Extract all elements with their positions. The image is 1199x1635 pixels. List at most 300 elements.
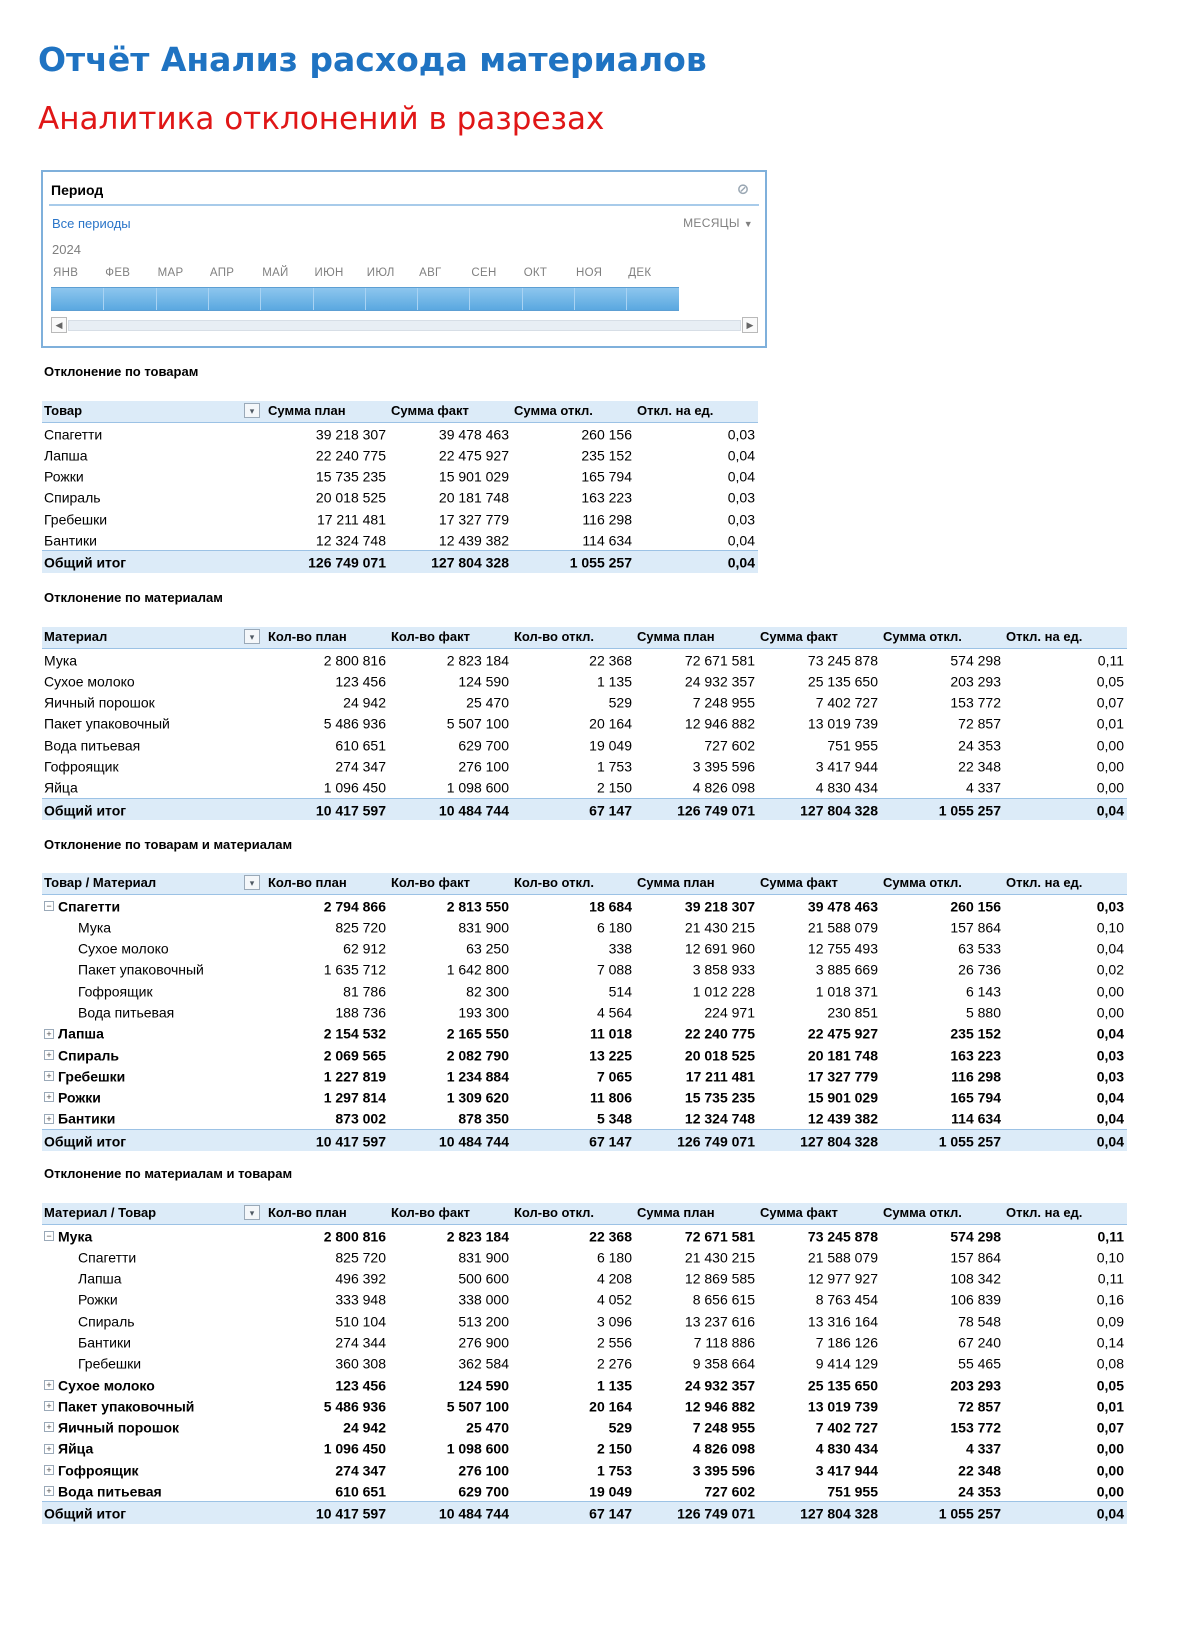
column-header [635,1203,758,1224]
header-row [42,627,1127,648]
cell-value: 362 584 [458,1355,509,1372]
value-cell [635,1022,758,1043]
row-label-cell [42,1267,266,1288]
value-cell [635,1352,758,1373]
cell-value: 1 098 600 [446,779,509,796]
column-header-label: Кол-во план [268,875,347,891]
value-cell [512,444,635,465]
column-header [881,1203,1004,1224]
value-cell [389,1246,512,1267]
expand-icon[interactable]: + [44,1380,54,1390]
value-cell [881,1352,1004,1373]
month-label[interactable]: ИЮН [314,267,344,279]
column-header [389,873,512,894]
table-row [42,1288,1127,1309]
cell-value: 0,07 [1096,694,1124,711]
value-cell [635,465,758,486]
value-cell [1004,1288,1127,1309]
row-filter-icon[interactable]: ▾ [244,875,260,890]
cell-value: 157 864 [950,919,1001,936]
cell-value: 39 218 307 [315,425,386,442]
timeline-tick [260,288,261,310]
row-filter-icon[interactable]: ▾ [244,1205,260,1220]
column-header-label: Кол-во откл. [514,875,595,891]
row-label: Лапша [44,447,88,464]
value-cell [389,916,512,937]
cell-value: 15 735 235 [315,468,386,485]
value-cell [1004,1001,1127,1022]
cell-value: 0,04 [727,554,755,571]
cell-value: 5 880 [965,1004,1001,1021]
value-cell [1004,691,1127,712]
column-header[interactable] [42,401,266,422]
table-row [42,755,1127,776]
expand-icon[interactable]: + [44,1422,54,1432]
cell-value: 610 651 [335,736,386,753]
cell-value: 203 293 [950,1376,1001,1393]
value-cell [758,1310,881,1331]
column-header [512,627,635,648]
value-cell [881,1065,1004,1086]
cell-value: 55 465 [958,1355,1001,1372]
cell-value: 0,01 [1096,1398,1124,1415]
column-header[interactable] [42,627,266,648]
cell-value: 2 165 550 [446,1025,509,1042]
cell-value: 17 211 481 [685,1068,755,1085]
value-cell [389,1129,512,1151]
value-cell [512,1352,635,1373]
month-label[interactable]: ИЮЛ [366,267,395,279]
column-header [635,627,758,648]
value-cell [881,1001,1004,1022]
row-label-cell [42,734,266,755]
cell-value: 1 135 [596,1376,632,1393]
cell-value: 727 602 [704,1483,755,1500]
expand-icon[interactable]: + [44,1401,54,1411]
value-cell [512,422,635,444]
value-cell [881,1246,1004,1267]
collapse-icon[interactable]: − [44,1231,54,1241]
row-label: Общий итог [44,801,127,818]
row-label-cell [42,1224,266,1246]
column-header [266,873,389,894]
month-label[interactable]: АПР [209,267,235,279]
cell-value: 5 486 936 [323,715,386,732]
row-label: Гребешки [44,510,108,527]
value-cell [512,1502,635,1524]
cell-value: 2 823 184 [446,651,509,668]
cell-value: 25 135 650 [807,1376,878,1393]
chevron-down-icon: ▼ [743,219,753,229]
cell-value: 0,11 [1097,1270,1124,1287]
row-label: Вода питьевая [78,1004,175,1021]
cell-value: 529 [608,694,632,711]
row-label-cell [42,422,266,444]
value-cell [635,444,758,465]
row-filter-icon[interactable]: ▾ [244,629,260,644]
cell-value: 123 456 [335,1376,386,1393]
expand-icon[interactable]: + [44,1092,54,1102]
cell-value: 188 736 [335,1004,386,1021]
column-header-label: Товар [44,403,83,419]
value-cell [635,1267,758,1288]
timeline-tick [626,288,627,310]
cell-value: 0,04 [727,532,755,549]
value-cell [266,1129,389,1151]
value-cell [758,958,881,979]
value-cell [266,1502,389,1524]
cell-value: 22 348 [958,758,1001,775]
cell-value: 751 955 [827,736,878,753]
value-cell [512,798,635,820]
cell-value: 12 439 382 [438,532,509,549]
value-cell [389,712,512,733]
value-cell [266,529,389,551]
month-label[interactable]: АВГ [419,267,442,279]
value-cell [389,1224,512,1246]
row-label-cell [42,529,266,551]
value-cell [389,1416,512,1437]
value-cell [512,916,635,937]
cell-value: 17 211 481 [316,510,386,527]
value-cell [881,1044,1004,1065]
month-label[interactable]: ЯНВ [53,267,79,279]
value-cell [389,670,512,691]
value-cell [758,1086,881,1107]
value-cell [1004,1374,1127,1395]
value-cell [1004,1246,1127,1267]
section-title: Отклонение по материалам [44,590,223,605]
value-cell [1004,1480,1127,1502]
value-cell [512,508,635,529]
cell-value: 7 402 727 [815,1419,878,1436]
row-label-cell [42,1129,266,1151]
value-cell [635,980,758,1001]
value-cell [881,1022,1004,1043]
value-cell [758,755,881,776]
cell-value: 106 839 [950,1291,1001,1308]
cell-value: 81 786 [343,982,386,999]
value-cell [881,798,1004,820]
cell-value: 1 297 814 [323,1089,386,1106]
cell-value: 1 642 800 [446,961,509,978]
value-cell [266,1395,389,1416]
value-cell [512,776,635,798]
cell-value: 72 857 [958,715,1001,732]
value-cell [635,1044,758,1065]
cell-value: 276 100 [458,758,509,775]
grand-total-row [42,798,1127,820]
row-label-cell [42,916,266,937]
value-cell [266,508,389,529]
table-row [42,670,1127,691]
cell-value: 73 245 878 [807,1227,878,1244]
value-cell [512,734,635,755]
table-row [42,1267,1127,1288]
month-label[interactable]: НОЯ [576,267,603,279]
column-header [635,401,758,422]
value-cell [389,1331,512,1352]
value-cell [1004,1416,1127,1437]
cell-value: 0,03 [1096,897,1124,914]
value-cell [635,551,758,573]
cell-value: 13 019 739 [807,715,878,732]
scroll-right-icon[interactable]: ▶ [742,317,758,333]
expand-icon[interactable]: + [44,1465,54,1475]
cell-value: 24 353 [958,1483,1001,1500]
section-title: Отклонение по материалам и товарам [44,1166,293,1181]
value-cell [266,798,389,820]
row-label-cell [42,958,266,979]
value-cell [389,776,512,798]
value-cell [758,691,881,712]
cell-value: 67 147 [589,1505,632,1522]
row-label-cell [42,486,266,507]
cell-value: 63 250 [466,940,509,957]
row-label: Спираль [78,1312,135,1329]
expand-icon[interactable]: + [44,1050,54,1060]
value-cell [266,1459,389,1480]
column-header [758,627,881,648]
month-label[interactable]: ОКТ [523,267,548,279]
cell-value: 39 478 463 [807,897,878,914]
cell-value: 127 804 328 [800,801,878,818]
cell-value: 825 720 [335,919,386,936]
column-header [512,873,635,894]
column-header-label: Сумма план [637,629,715,645]
clear-filter-icon[interactable]: ⊘ [736,181,750,198]
cell-value: 0,00 [1096,779,1124,796]
column-header[interactable] [42,1203,266,1224]
column-header[interactable] [42,873,266,894]
value-cell [635,1065,758,1086]
row-label: Рожки [44,468,84,485]
cell-value: 24 942 [343,694,386,711]
period-timeline-slicer[interactable] [41,170,767,348]
cell-value: 1 096 450 [323,1440,386,1457]
cell-value: 22 475 927 [438,447,509,464]
cell-value: 7 402 727 [815,694,878,711]
value-cell [389,980,512,1001]
scroll-track[interactable] [68,320,741,331]
value-cell [881,755,1004,776]
value-cell [758,1374,881,1395]
report-title: Отчёт Анализ расхода материалов [38,40,707,79]
pivot-table [42,1203,1127,1524]
column-header-label: Сумма факт [760,875,838,891]
value-cell [512,1480,635,1502]
month-label[interactable]: ДЕК [628,267,652,279]
value-cell [512,1437,635,1458]
column-header-label: Кол-во план [268,1205,347,1221]
value-cell [881,916,1004,937]
value-cell [758,798,881,820]
value-cell [1004,916,1127,937]
value-cell [758,894,881,916]
column-header [1004,873,1127,894]
expand-icon[interactable]: + [44,1486,54,1496]
column-header-label: Сумма откл. [514,403,593,419]
cell-value: 21 430 215 [684,919,755,936]
cell-value: 5 507 100 [446,715,509,732]
row-label: Спагетти [78,1249,137,1266]
row-label-cell [42,691,266,712]
expand-icon[interactable]: + [44,1071,54,1081]
row-label-cell [42,465,266,486]
cell-value: 17 327 779 [438,510,509,527]
row-label: Лапша [78,1270,122,1287]
month-label[interactable]: СЕН [471,267,497,279]
value-cell [1004,1352,1127,1373]
cell-value: 6 180 [596,1249,632,1266]
value-cell [389,1086,512,1107]
cell-value: 0,00 [1096,736,1124,753]
column-header-label: Сумма план [268,403,346,419]
cell-value: 0,00 [1096,1004,1124,1021]
grand-total-row [42,1129,1127,1151]
value-cell [881,648,1004,670]
row-label: Спираль [44,489,101,506]
value-cell [758,1288,881,1309]
cell-value: 19 049 [589,1483,632,1500]
timeline-scrollbar[interactable] [51,317,758,333]
column-header-label: Откл. на ед. [1006,1205,1083,1221]
timeline-tick [417,288,418,310]
row-filter-icon[interactable]: ▾ [244,403,260,418]
value-cell [389,444,512,465]
period-level-label: МЕСЯЦЫ [683,216,740,230]
value-cell [1004,1502,1127,1524]
group-row [42,1065,1127,1086]
cell-value: 1 227 819 [323,1068,386,1085]
column-header [266,627,389,648]
expand-icon[interactable]: + [44,1029,54,1039]
cell-value: 15 735 235 [684,1089,755,1106]
value-cell [1004,1107,1127,1129]
value-cell [881,937,1004,958]
value-cell [635,1107,758,1129]
row-label: Общий итог [44,1133,127,1150]
table-row [42,508,758,529]
column-header [512,1203,635,1224]
expand-icon[interactable]: + [44,1444,54,1454]
value-cell [635,691,758,712]
period-level-dropdown[interactable] [683,216,753,230]
month-label[interactable]: МАЙ [262,267,289,279]
value-cell [758,1044,881,1065]
row-label: Вода питьевая [44,736,141,753]
row-label: Пакет упаковочный [44,715,170,732]
row-label-cell [42,1107,266,1129]
value-cell [635,1331,758,1352]
value-cell [266,1480,389,1502]
row-label-cell [42,1480,266,1502]
cell-value: 4 826 098 [692,1440,755,1457]
table-row [42,958,1127,979]
cell-value: 78 548 [958,1312,1001,1329]
cell-value: 126 749 071 [677,1505,755,1522]
month-label[interactable]: ФЕВ [105,267,131,279]
value-cell [389,465,512,486]
cell-value: 831 900 [458,1249,509,1266]
value-cell [1004,1129,1127,1151]
value-cell [635,798,758,820]
table-row [42,1246,1127,1267]
cell-value: 0,03 [727,425,755,442]
value-cell [1004,937,1127,958]
value-cell [758,1246,881,1267]
cell-value: 7 065 [596,1068,632,1085]
cell-value: 1 055 257 [938,1505,1001,1522]
cell-value: 0,02 [1096,961,1124,978]
cell-value: 1 018 371 [815,982,878,999]
cell-value: 751 955 [827,1483,878,1500]
value-cell [1004,755,1127,776]
value-cell [635,1224,758,1246]
cell-value: 72 857 [958,1398,1001,1415]
cell-value: 1 635 712 [323,961,386,978]
row-label-cell [42,1352,266,1373]
cell-value: 12 324 748 [684,1110,755,1127]
value-cell [266,755,389,776]
row-label-cell [42,648,266,670]
column-header-label: Кол-во факт [391,1205,470,1221]
value-cell [758,1022,881,1043]
row-label: Рожки [58,1089,101,1106]
year-label: 2024 [52,242,81,257]
cell-value: 127 804 328 [800,1133,878,1150]
column-header-label: Сумма план [637,1205,715,1221]
column-header-label: Откл. на ед. [1006,875,1083,891]
cell-value: 10 417 597 [315,1133,386,1150]
value-cell [1004,776,1127,798]
scroll-left-icon[interactable]: ◀ [51,317,67,333]
row-label: Яйца [58,1440,94,1457]
header-row [42,401,758,422]
value-cell [635,734,758,755]
value-cell [389,422,512,444]
value-cell [512,1395,635,1416]
value-cell [1004,894,1127,916]
cell-value: 25 470 [466,1419,509,1436]
row-label: Гребешки [58,1068,126,1085]
value-cell [389,508,512,529]
cell-value: 12 439 382 [807,1110,878,1127]
value-cell [266,958,389,979]
row-label-cell [42,1374,266,1395]
row-label: Бантики [78,1334,131,1351]
value-cell [512,712,635,733]
section-title: Отклонение по товарам [44,364,199,379]
value-cell [635,958,758,979]
cell-value: 39 218 307 [684,897,755,914]
expand-icon[interactable]: + [44,1114,54,1124]
value-cell [389,734,512,755]
cell-value: 1 753 [596,1462,632,1479]
table-row [42,776,1127,798]
cell-value: 7 088 [596,961,632,978]
cell-value: 163 223 [581,489,632,506]
month-label[interactable]: МАР [157,267,184,279]
cell-value: 0,04 [727,447,755,464]
cell-value: 67 147 [589,1133,632,1150]
cell-value: 0,04 [1096,1133,1124,1150]
pivot-table [42,873,1127,1151]
collapse-icon[interactable]: − [44,901,54,911]
timeline-selection-bar[interactable] [51,287,679,311]
month-labels [51,267,741,283]
cell-value: 574 298 [950,1227,1001,1244]
